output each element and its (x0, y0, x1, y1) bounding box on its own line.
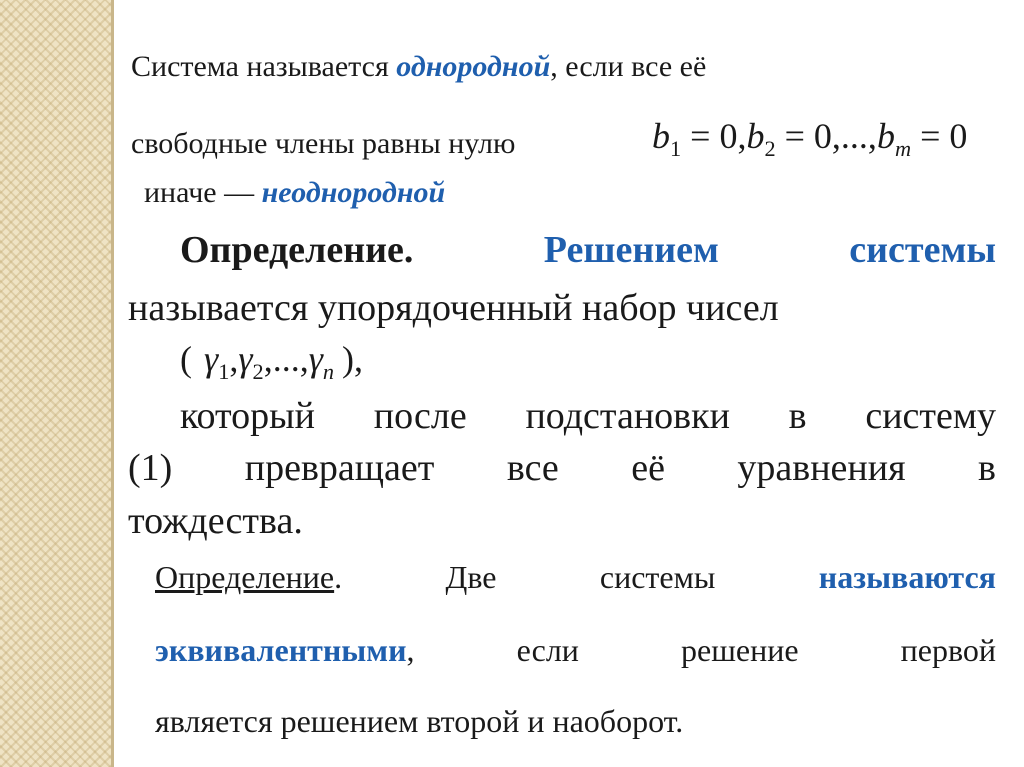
word: Две (445, 559, 497, 595)
word: в (788, 395, 807, 437)
solution-tuple (180, 338, 364, 384)
word: подстановки (525, 395, 730, 437)
p2-line1 (180, 228, 996, 272)
p2-line2: называется упорядоченный набор чисел (128, 287, 779, 329)
tuple-close: ), (342, 339, 364, 379)
p1-line3 (144, 176, 445, 210)
p2-line4 (180, 394, 996, 438)
p3-line1 (155, 559, 996, 596)
gamma-1: γ (204, 339, 219, 379)
definition-dot: . (334, 559, 343, 595)
word: первой (900, 632, 996, 668)
p1-line3-text: иначе — (144, 176, 262, 209)
word: системы (599, 559, 716, 595)
tuple-open: ( (180, 339, 192, 379)
word: все (506, 447, 559, 489)
p1-line1 (131, 50, 706, 84)
word: решение (681, 632, 799, 668)
word: который (180, 395, 316, 437)
eq-part2: = 0,..., (775, 116, 877, 156)
word: уравнения (737, 447, 906, 489)
term-system: системы (849, 229, 996, 271)
eq-sub1: 1 (670, 135, 682, 161)
p3-line3: является решением второй и наоборот. (155, 703, 684, 739)
eq-b1: b (652, 116, 670, 156)
definition-word: Определение (155, 559, 335, 595)
word: в (978, 447, 996, 489)
term-equivalent: эквивалентными (155, 632, 407, 668)
gamma-sub1: 1 (218, 358, 230, 384)
gamma-subn: n (322, 358, 335, 384)
term-are-called: называются (818, 559, 996, 595)
tuple-sep: , (229, 339, 239, 379)
eq-part3: = 0 (911, 116, 968, 156)
eq-bm: b (876, 116, 895, 156)
gamma-sub2: 2 (252, 358, 264, 384)
decorative-side-strip (0, 0, 111, 767)
eq-sub2: 2 (764, 135, 776, 161)
p1-line1-text-c: , если все её (550, 50, 707, 83)
term-homogeneous: однородной (396, 50, 551, 83)
p1-line2: свободные члены равны нулю (131, 127, 516, 160)
eq-b2: b (746, 116, 765, 156)
gamma-2: γ (238, 339, 253, 379)
definition-label: Определение. (180, 229, 414, 271)
zero-rhs-equation (652, 115, 968, 161)
p3-line2 (155, 632, 996, 669)
comma: , (406, 632, 415, 668)
equivalent-group (155, 632, 415, 669)
word: её (631, 447, 665, 489)
gamma-n: γ (308, 339, 323, 379)
eq-part1: = 0, (681, 116, 747, 156)
word: систему (865, 395, 996, 437)
p2-line5 (128, 446, 996, 490)
term-solution: Решением (543, 229, 719, 271)
word: после (373, 395, 467, 437)
equation-reference: (1) (128, 447, 173, 489)
p2-line6: тождества. (128, 500, 303, 542)
divider (111, 0, 114, 767)
word: превращает (244, 447, 435, 489)
word: если (516, 632, 579, 668)
p1-line1-text-a: Система называется (131, 50, 397, 83)
term-inhomogeneous: неоднородной (261, 176, 446, 209)
tuple-dots: ,..., (263, 339, 309, 379)
definition-label-2 (155, 559, 342, 596)
eq-subm: m (894, 135, 912, 161)
